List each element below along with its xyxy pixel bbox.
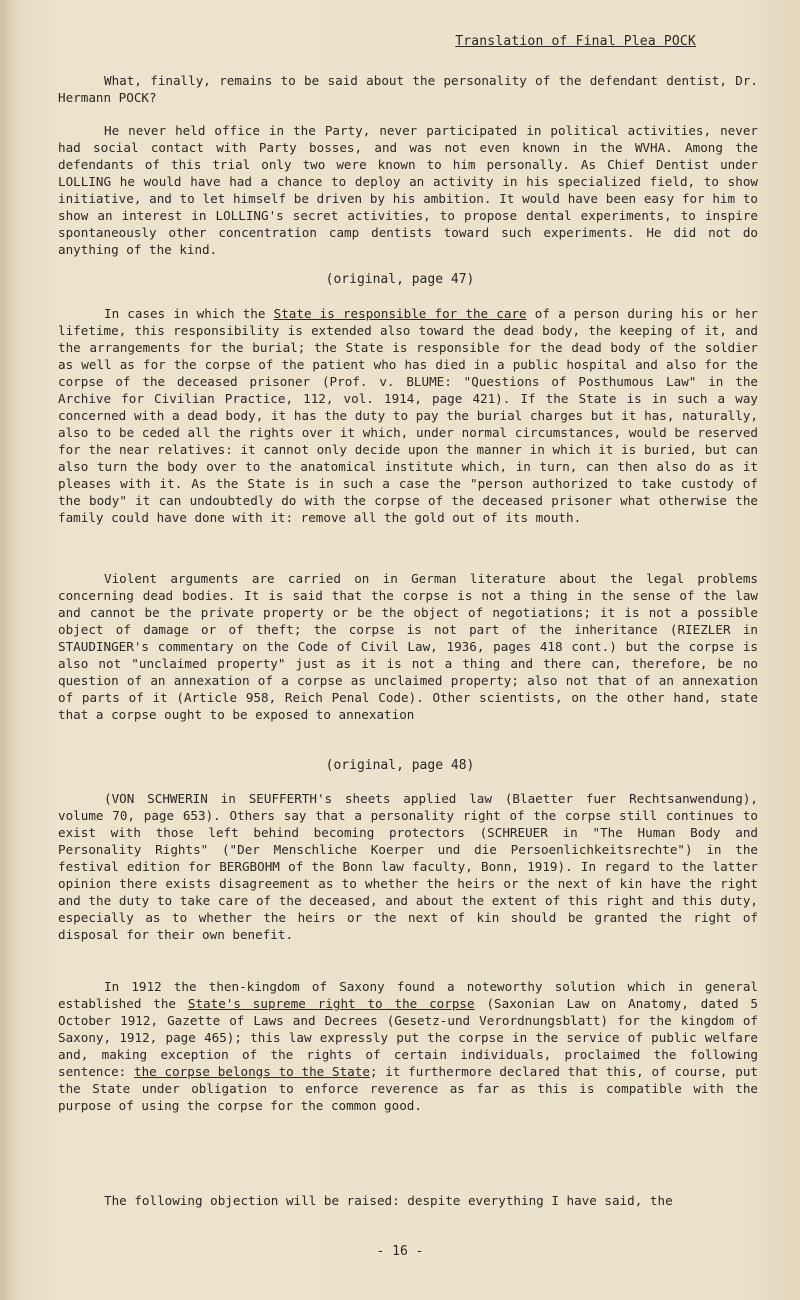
paragraph-personality-right: (VON SCHWERIN in SEUFFERTH's sheets applied law (Blaetter fuer Rechtsanwendung), volume 70, page 653). Others say that a personality right of the corpse still continues to exist with those left behind becoming protectors (SCHREUER in "The Human Body and Personality Rights" ("Der Menschliche Koerper und die Persoenlichkeitsrechte") in the festival edition for BERGBOHM of the Bonn law faculty, Bonn, 1919). In regard to the latter opinion there exists disagreement as to whether the heirs or the next of kin have the right and the duty to take care of the deceased, and about the extent of this right and this duty, especially as to whether the heirs or the next of kin should be granted the right of disposal for their own benefit. [58, 791, 758, 942]
document-header-title: Translation of Final Plea POCK [455, 34, 696, 49]
original-page-47-label: (original, page 47) [325, 272, 475, 287]
paragraph-state-responsibility [58, 305, 758, 526]
p6-text-c: ; it furthermore declared that this, of course, put the State under obligation to enforce reverence as far as this is compatible with the purpose of using the corpse for the common good. [58, 1064, 759, 1113]
p6-text-a: In 1912 the then-kingdom of Saxony found a noteworthy solution which in general established the [58, 979, 758, 1011]
p6-underlined-belongs: the corpse belongs to the State [134, 1064, 370, 1079]
paragraph-intro: What, finally, remains to be said about the personality of the defendant dentist, Dr. Hermann POCK? [58, 73, 758, 105]
page-number: - 16 - [376, 1244, 424, 1259]
paragraph-legal-problems: Violent arguments are carried on in German literature about the legal problems concerning dead bodies. It is said that the corpse is not a thing in the sense of the law and cannot be the private property or be the object of negotiations; it is not a possible object of damage or of theft; the corpse is not part of the inheritance (RIEZLER in STAUDINGER's commentary on the Code of Civil Law, 1936, pages 418 cont.) but the corpse is also not "unclaimed property" just as it is not a thing and there can, therefore, be no question of an annexation of a corpse as unclaimed property; also not that of an annexation of parts of it (Article 958, Reich Penal Code). Other scientists, on the other hand, state that a corpse ought to be exposed to annexation [58, 571, 758, 722]
p3-text-a: In cases in which the [104, 306, 274, 321]
paragraph-party-activity: He never held office in the Party, never participated in political activities, never had social contact with Party bosses, and was not even known in the WVHA. Among the defendants of this trial only two were known to him personally. As Chief Dentist under LOLLING he would have had a chance to deploy an activity in his specialized field, to show initiative, and to let himself be driven by his ambition. It would have been easy for him to show an interest in LOLLING's secret activities, to propose dental experiments, to inspire spontaneously other concentration camp dentists toward such experiments. He did not do anything of the kind. [58, 123, 758, 257]
p3-text-b: of a person during his or her lifetime, this responsibility is extended also toward the dead body, the keeping of it, and the arrangements for the burial; the State is responsible for the dead body of the soldier as well as for the corpse of the patient who has died in a public hospital and also for the corpse of the deceased prisoner (Prof. v. BLUME: "Questions of Posthumous Law" in the Archive for Civilian Practice, 112, vol. 1914, page 421). If the State is in such a way concerned with a dead body, it has the duty to pay the burial charges but it has, naturally, also to be ceded all the rights over it which, under normal circumstances, would be reserved for the near relatives: it cannot only decide upon the manner in which it is buried, but can also turn the body over to the anatomical institute which, in turn, can then also do as it pleases with it. As the State is in such a case the "person authorized to take custody of the body" it can undoubtedly do with the corpse of the deceased prisoner what otherwise the family could have done with it: remove all the gold out of its mouth. [58, 306, 758, 525]
p6-text-b: (Saxonian Law on Anatomy, dated 5 October 1912, Gazette of Laws and Decrees (Gesetz-und Verordnungsblatt) for the kingdom of Saxony, 1912, page 465); this law expressly put the corpse in the service of public welfare and, making exception of the rights of certain individuals, proclaimed the following sentence: [58, 996, 758, 1079]
p3-underlined-phrase: State is responsible for the care [273, 306, 527, 321]
paragraph-saxony-law [58, 978, 758, 1114]
paragraph-objection: The following objection will be raised: despite everything I have said, the [104, 1193, 673, 1208]
p6-underlined-right: State's supreme right to the corpse [187, 996, 475, 1011]
original-page-48-label: (original, page 48) [325, 758, 475, 773]
